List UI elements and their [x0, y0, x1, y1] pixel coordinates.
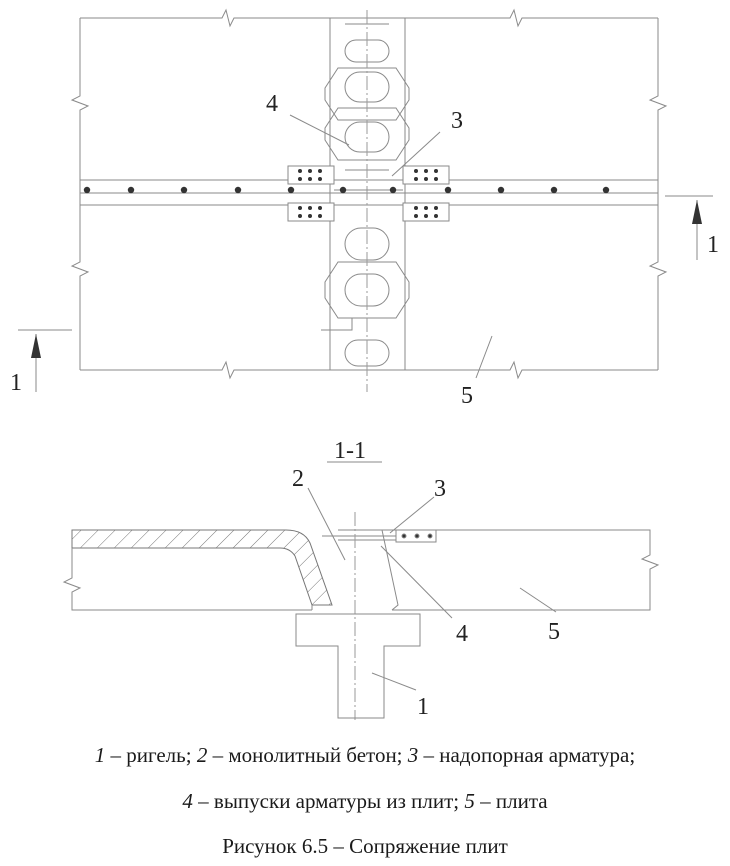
plan-joint-strip [80, 18, 658, 370]
section-callout-3: 3 [434, 476, 446, 502]
legend-num-4: 4 [182, 789, 193, 813]
legend-text-5: – плита [474, 789, 548, 813]
section-callout-4: 4 [456, 621, 468, 647]
section-mark-right [665, 196, 719, 260]
section-title: 1-1 [334, 438, 366, 464]
legend-text-1: – ригель; [105, 743, 197, 767]
legend-text-2: – монолитный бетон; [207, 743, 408, 767]
legend-text-4: – выпуски арматуры из плит; [192, 789, 465, 813]
legend-text-3: – надопорная арматура; [418, 743, 636, 767]
section-beam [296, 614, 420, 718]
legend-line-2 [0, 788, 730, 814]
plan-leaders [290, 115, 492, 378]
section-callout-2: 2 [292, 466, 304, 492]
plan-view [10, 10, 719, 409]
section-callout-5: 5 [548, 619, 560, 645]
plan-callout-3: 3 [451, 108, 463, 134]
section-mark-left-label: 1 [10, 370, 22, 396]
plan-slab-outline [72, 10, 666, 378]
section-right-slab [382, 530, 658, 610]
plan-callout-4: 4 [266, 91, 278, 117]
legend-num-3: 3 [407, 743, 419, 767]
section-mark-left [10, 330, 72, 396]
section-leaders [308, 488, 556, 690]
section-joint [322, 530, 396, 540]
section-view [64, 438, 658, 720]
figure-caption: Рисунок 6.5 – Сопряжение плит [222, 834, 508, 858]
legend-num-5: 5 [464, 789, 475, 813]
legend-num-2: 2 [196, 743, 208, 767]
legend-num-1: 1 [94, 743, 106, 767]
legend-line-1 [0, 742, 730, 768]
plan-callout-5: 5 [461, 383, 473, 409]
section-left-slab [64, 530, 332, 610]
section-mark-right-label: 1 [707, 232, 719, 258]
section-callout-1: 1 [417, 694, 429, 720]
rebar-loops-lower [321, 228, 409, 366]
